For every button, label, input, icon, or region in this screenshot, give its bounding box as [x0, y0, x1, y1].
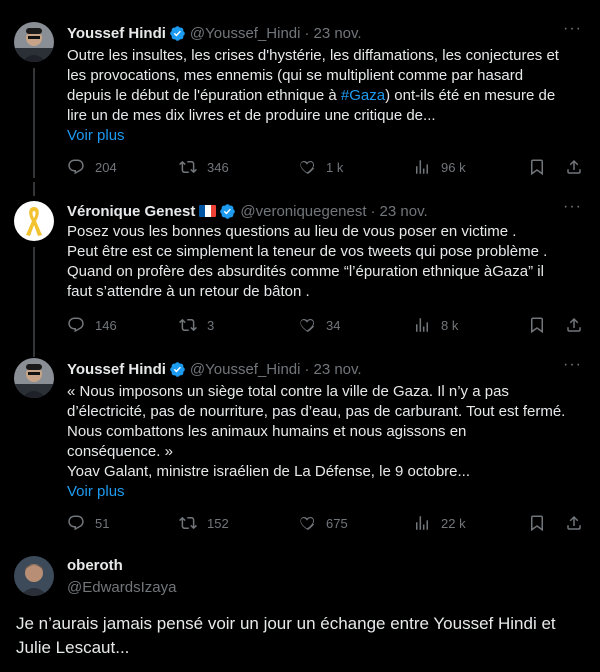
reply-count: 146	[95, 317, 117, 333]
timestamp[interactable]: 23 nov.	[313, 24, 362, 42]
bookmark-button[interactable]	[528, 158, 546, 176]
action-bar	[67, 316, 587, 336]
retweet-icon	[179, 316, 197, 334]
share-button[interactable]	[565, 514, 583, 532]
author-handle[interactable]: @Youssef_Hindi	[189, 24, 301, 42]
share-icon	[565, 514, 583, 532]
timestamp[interactable]: 23 nov.	[313, 360, 362, 378]
reply-count: 204	[95, 159, 117, 175]
verified-badge-icon	[169, 25, 186, 42]
like-button[interactable]	[298, 514, 348, 532]
retweet-button[interactable]	[179, 158, 229, 176]
avatar-youssef-hindi[interactable]	[14, 358, 54, 398]
share-button[interactable]	[565, 158, 583, 176]
tweet-text: Posez vous les bonnes questions au lieu de vous poser en victime . Peut être est ce simplement la teneur de vos tweets qui pose problème . Quand on profère des absurdités comme “l’épuration ethnique àGaza” il faut s’attendre à un retour de bâton .	[67, 223, 548, 300]
share-icon	[565, 158, 583, 176]
bookmark-button[interactable]	[528, 316, 546, 334]
thread-line	[33, 68, 35, 178]
like-count: 1 k	[326, 159, 344, 175]
france-flag-icon	[199, 205, 216, 217]
reply-icon	[67, 514, 85, 532]
retweet-icon	[179, 158, 197, 176]
avatar-oberoth[interactable]	[14, 556, 54, 596]
tweet-header: Youssef Hindi @Youssef_Hindi · 23 nov.	[67, 360, 362, 378]
action-bar	[67, 158, 587, 178]
hashtag-link[interactable]: #Gaza	[340, 87, 386, 104]
thread-line	[33, 340, 35, 354]
thread-line	[33, 182, 35, 196]
verified-badge-icon	[219, 203, 236, 220]
author-name[interactable]: Véronique Genest	[67, 202, 196, 220]
like-button[interactable]	[298, 316, 340, 334]
author-name[interactable]: Youssef Hindi	[67, 24, 166, 42]
views-count: 96 k	[441, 159, 466, 175]
like-icon	[298, 158, 316, 176]
show-more-link[interactable]: Voir plus	[67, 127, 125, 144]
like-count: 675	[326, 515, 348, 531]
bookmark-icon	[528, 514, 546, 532]
tweet-header: Véronique Genest @veroniquegenest · 23 nov.	[67, 202, 428, 220]
reply-button[interactable]	[67, 316, 117, 334]
like-icon	[298, 514, 316, 532]
avatar-veronique-genest[interactable]	[14, 201, 54, 241]
retweet-icon	[179, 514, 197, 532]
reply-count: 51	[95, 515, 110, 531]
retweet-count: 346	[207, 159, 229, 175]
more-options-icon[interactable]: ···	[563, 356, 582, 373]
tweet-text: « Nous imposons un siège total contre la ville de Gaza. Il n’y a pas d’électricité, pas de nourriture, pas d’eau, pas de carburant. Tout est fermé. Nous combattons les animaux humains et nous agissons en conséquence. » Yoav Galant, ministre israélien de La Défense, le 9 octobre...	[67, 383, 566, 480]
views-count: 22 k	[441, 515, 466, 531]
timestamp[interactable]: 23 nov.	[379, 202, 428, 220]
bookmark-button[interactable]	[528, 514, 546, 532]
tweet-header: Youssef Hindi @Youssef_Hindi · 23 nov.	[67, 24, 362, 42]
retweet-count: 152	[207, 515, 229, 531]
retweet-button[interactable]	[179, 316, 214, 334]
like-button[interactable]	[298, 158, 343, 176]
views-icon	[413, 514, 431, 532]
bookmark-icon	[528, 316, 546, 334]
reply-button[interactable]	[67, 158, 117, 176]
author-handle[interactable]: @Youssef_Hindi	[189, 360, 301, 378]
reply-icon	[67, 158, 85, 176]
tweet-text: Outre les insultes, les crises d'hystérie, les diffamations, les conjectures et les provocations, mes ennemis (qui se multiplient comme par hasard depuis le début de l'épuration ethnique à #Gaza) ont-ils été en mesure de lire un de mes dix livres et de produire une critique de...	[67, 47, 559, 124]
action-bar	[67, 514, 587, 534]
reply-text: Je n’aurais jamais pensé voir un jour un échange entre Youssef Hindi et Julie Lescaut...	[16, 614, 556, 657]
views-count: 8 k	[441, 317, 459, 333]
views-button[interactable]	[413, 158, 466, 176]
verified-badge-icon	[169, 361, 186, 378]
like-icon	[298, 316, 316, 334]
bookmark-icon	[528, 158, 546, 176]
author-handle[interactable]: @EdwardsIzaya	[67, 579, 177, 596]
author-handle[interactable]: @veroniquegenest	[240, 202, 367, 220]
reply-button[interactable]	[67, 514, 109, 532]
like-count: 34	[326, 317, 341, 333]
more-options-icon[interactable]: ···	[563, 198, 582, 215]
more-options-icon[interactable]: ···	[563, 20, 582, 37]
views-icon	[413, 316, 431, 334]
show-more-link[interactable]: Voir plus	[67, 483, 125, 500]
share-icon	[565, 316, 583, 334]
avatar-youssef-hindi[interactable]	[14, 22, 54, 62]
views-button[interactable]	[413, 316, 458, 334]
author-name[interactable]: Youssef Hindi	[67, 360, 166, 378]
views-button[interactable]	[413, 514, 466, 532]
retweet-count: 3	[207, 317, 215, 333]
share-button[interactable]	[565, 316, 583, 334]
author-name[interactable]: oberoth	[67, 557, 123, 574]
retweet-button[interactable]	[179, 514, 229, 532]
views-icon	[413, 158, 431, 176]
reply-icon	[67, 316, 85, 334]
